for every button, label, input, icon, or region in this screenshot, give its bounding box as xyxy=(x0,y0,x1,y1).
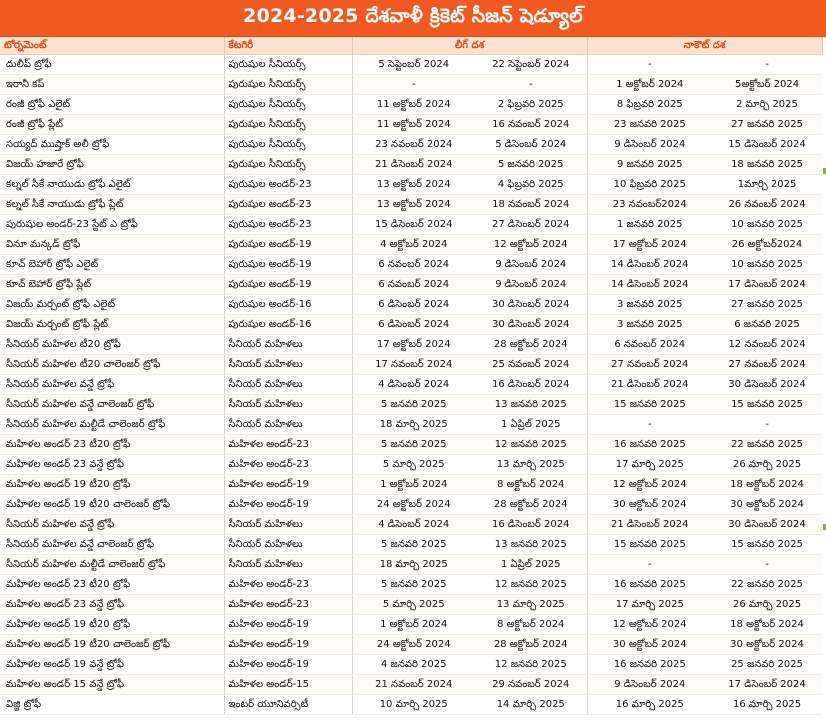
cell-knockout-start: 16 జనవరి 2025 xyxy=(587,435,712,455)
cell-knockout-end: 18 అక్టోబర్ 2024 xyxy=(712,615,822,635)
table-row xyxy=(0,575,822,595)
table-row xyxy=(0,255,822,275)
cell-league-end: 14 మార్చి 2025 xyxy=(475,695,587,715)
cell-category: మహిళల అండర్-23 xyxy=(224,575,352,595)
cell-league-end: 5 జనవరి 2025 xyxy=(475,155,587,175)
cell-category: సీనియర్ మహిళలు xyxy=(224,555,352,575)
cell-league-start: 5 మార్చి 2025 xyxy=(352,595,475,615)
cell-league-start: 17 అక్టోబర్ 2024 xyxy=(352,335,475,355)
cell-league-end: 16 నవంబర్ 2024 xyxy=(475,115,587,135)
cell-tournament: దులీప్ ట్రోఫీ xyxy=(0,55,224,75)
cell-knockout-end: 25 జనవరి 2025 xyxy=(712,655,822,675)
cell-tournament: కల్నల్ సీకే నాయుడు ట్రోఫీ ఎలైట్ xyxy=(0,175,224,195)
cell-knockout-end: 27 జనవరి 2025 xyxy=(712,115,822,135)
table-row xyxy=(0,455,822,475)
cell-category: పురుషుల అండర్-23 xyxy=(224,195,352,215)
table-row xyxy=(0,635,822,655)
table-row xyxy=(0,115,822,135)
cell-category: మహిళల అండర్-19 xyxy=(224,495,352,515)
cell-tournament: సీనియర్ మహిళల వన్డే చాలెంజర్ ట్రోఫీ xyxy=(0,535,224,555)
cell-league-start: 6 డిసెంబర్ 2024 xyxy=(352,295,475,315)
cell-category: మహిళల అండర్-23 xyxy=(224,435,352,455)
cell-knockout-start: 17 మార్చి 2025 xyxy=(587,455,712,475)
cell-league-end: 5 డిసెంబర్ 2024 xyxy=(475,135,587,155)
cell-knockout-start: 9 డిసెంబర్ 2024 xyxy=(587,135,712,155)
cell-league-start: 6 డిసెంబర్ 2024 xyxy=(352,315,475,335)
cell-league-start: 24 అక్టోబర్ 2024 xyxy=(352,495,475,515)
header-category: కేటగిరీ xyxy=(224,37,352,55)
cell-knockout-start: 8 ఫిబ్రవరి 2025 xyxy=(587,95,712,115)
cell-knockout-start: 3 జనవరి 2025 xyxy=(587,315,712,335)
cell-tournament: సీనియర్ మహిళల టీ20 ట్రోఫీ xyxy=(0,335,224,355)
table-row xyxy=(0,75,822,95)
cell-tournament: మహిళల అండర్ 19 టీ20 చాలెంజర్ ట్రోఫీ xyxy=(0,495,224,515)
cell-knockout-end: 16 మార్చి 2025 xyxy=(712,695,822,715)
page-title: 2024-2025 దేశవాళీ క్రికెట్ సీజన్ షెడ్యూల్ xyxy=(0,0,826,37)
cell-tournament: కూచ్ బెహార్ ట్రోఫీ ఎలైట్ xyxy=(0,255,224,275)
cell-knockout-end: 22 జనవరి 2025 xyxy=(712,435,822,455)
cell-knockout-end: 1మార్చి 2025 xyxy=(712,175,822,195)
table-row xyxy=(0,195,822,215)
cell-knockout-end: 10 జనవరి 2025 xyxy=(712,255,822,275)
cell-league-start: 4 జనవరి 2025 xyxy=(352,655,475,675)
cell-knockout-end: 12 నవంబర్ 2024 xyxy=(712,335,822,355)
cell-category: పురుషుల సీనియర్స్ xyxy=(224,155,352,175)
cell-tournament: మహిళల అండర్ 23 టీ20 ట్రోఫీ xyxy=(0,435,224,455)
cell-knockout-end: 10 జనవరి 2025 xyxy=(712,215,822,235)
cell-league-start: 5 జనవరి 2025 xyxy=(352,435,475,455)
cell-tournament: పురుషుల అండర్-23 స్టేట్ ఎ ట్రోఫీ xyxy=(0,215,224,235)
cell-tournament: మహిళల అండర్ 19 టీ20 చాలెంజర్ ట్రోఫీ xyxy=(0,635,224,655)
cell-knockout-start: 16 మార్చి 2025 xyxy=(587,695,712,715)
cell-league-end: 16 డిసెంబర్ 2024 xyxy=(475,515,587,535)
cell-league-start: 5 జనవరి 2025 xyxy=(352,575,475,595)
cell-category: మహిళల అండర్-19 xyxy=(224,655,352,675)
cell-knockout-start: 21 డిసెంబర్ 2024 xyxy=(587,515,712,535)
cell-league-end: 4 ఫిబ్రవరి 2025 xyxy=(475,175,587,195)
cell-category: మహిళల అండర్-15 xyxy=(224,675,352,695)
table-row xyxy=(0,615,822,635)
table-row xyxy=(0,535,822,555)
table-row xyxy=(0,135,822,155)
table-row xyxy=(0,275,822,295)
cell-league-start: 21 నవంబర్ 2024 xyxy=(352,675,475,695)
cell-category: సీనియర్ మహిళలు xyxy=(224,415,352,435)
cell-knockout-end: 6 జనవరి 2025 xyxy=(712,315,822,335)
cell-knockout-end: 30 అక్టోబర్ 2024 xyxy=(712,635,822,655)
cell-knockout-start: 23 జనవరి 2025 xyxy=(587,115,712,135)
table-row xyxy=(0,355,822,375)
cell-category: సీనియర్ మహిళలు xyxy=(224,515,352,535)
cell-knockout-start: 1 అక్టోబర్ 2024 xyxy=(587,75,712,95)
cell-tournament: విజయ్ మర్చంట్ ట్రోఫీ ఎలైట్ xyxy=(0,295,224,315)
cell-category: పురుషుల సీనియర్స్ xyxy=(224,135,352,155)
cell-category: ఇంటర్ యూనివర్సిటీ xyxy=(224,695,352,715)
cell-knockout-start: 14 డిసెంబర్ 2024 xyxy=(587,275,712,295)
cell-knockout-end: 27 జనవరి 2025 xyxy=(712,295,822,315)
cell-league-start: 21 డిసెంబర్ 2024 xyxy=(352,155,475,175)
cell-category: మహిళల అండర్-23 xyxy=(224,595,352,615)
table-row xyxy=(0,235,822,255)
cell-knockout-start: 15 జనవరి 2025 xyxy=(587,395,712,415)
cell-category: సీనియర్ మహిళలు xyxy=(224,335,352,355)
cell-league-end: 13 మార్చి 2025 xyxy=(475,595,587,615)
cell-category: పురుషుల అండర్-23 xyxy=(224,215,352,235)
cell-knockout-start: 23 నవంబర్2024 xyxy=(587,195,712,215)
cell-league-end: 25 నవంబర్ 2024 xyxy=(475,355,587,375)
cell-league-start: 4 డిసెంబర్ 2024 xyxy=(352,515,475,535)
cell-category: మహిళల అండర్-19 xyxy=(224,615,352,635)
table-row xyxy=(0,555,822,575)
header-knockout: నాకౌట్ దశ xyxy=(587,37,822,55)
cell-category: పురుషుల సీనియర్స్ xyxy=(224,75,352,95)
table-row xyxy=(0,515,822,535)
cell-knockout-end: 26 మార్చి 2025 xyxy=(712,595,822,615)
cell-league-start: 6 నవంబర్ 2024 xyxy=(352,275,475,295)
cell-league-start: 5 జనవరి 2025 xyxy=(352,535,475,555)
cell-tournament: విజయ్ హజారే ట్రోఫీ xyxy=(0,155,224,175)
cell-league-end: 1 ఏప్రిల్ 2025 xyxy=(475,555,587,575)
cell-tournament: సయ్యద్ ముష్తాక్ అలీ ట్రోఫీ xyxy=(0,135,224,155)
cell-category: మహిళల అండర్-19 xyxy=(224,635,352,655)
cell-league-start: 13 అక్టోబర్ 2024 xyxy=(352,195,475,215)
table-row xyxy=(0,475,822,495)
cell-league-start: 6 నవంబర్ 2024 xyxy=(352,255,475,275)
cell-tournament: సీనియర్ మహిళల మల్టీడే చాలెంజర్ ట్రోఫీ xyxy=(0,555,224,575)
cell-league-end: 28 అక్టోబర్ 2024 xyxy=(475,495,587,515)
table-row xyxy=(0,415,822,435)
cell-category: మహిళల అండర్-19 xyxy=(224,475,352,495)
cell-knockout-end: 15 డిసెంబర్ 2024 xyxy=(712,135,822,155)
cell-tournament: మహిళల అండర్ 23 వన్డే ట్రోఫీ xyxy=(0,595,224,615)
table-row xyxy=(0,215,822,235)
table-row xyxy=(0,495,822,515)
table-row xyxy=(0,695,822,715)
cell-tournament: సీనియర్ మహిళల మల్టీడే చాలెంజర్ ట్రోఫీ xyxy=(0,415,224,435)
schedule-table xyxy=(0,37,823,715)
table-row xyxy=(0,375,822,395)
cell-knockout-end: 27 నవంబర్ 2024 xyxy=(712,355,822,375)
cell-knockout-end: 26 నవంబర్ 2024 xyxy=(712,195,822,215)
cell-knockout-end: - xyxy=(712,555,822,575)
cell-league-end: 12 అక్టోబర్ 2024 xyxy=(475,235,587,255)
cell-league-end: - xyxy=(475,75,587,95)
cell-league-start: 24 అక్టోబర్ 2024 xyxy=(352,635,475,655)
cell-league-end: 30 డిసెంబర్ 2024 xyxy=(475,315,587,335)
cell-league-end: 29 నవంబర్ 2024 xyxy=(475,675,587,695)
cell-knockout-start: 12 అక్టోబర్ 2024 xyxy=(587,615,712,635)
cell-tournament: సీనియర్ మహిళల వన్డే ట్రోఫీ xyxy=(0,375,224,395)
cell-tournament: మహిళల అండర్ 15 వన్డే ట్రోఫీ xyxy=(0,675,224,695)
cell-knockout-start: 17 మార్చి 2025 xyxy=(587,595,712,615)
cell-knockout-start: - xyxy=(587,55,712,75)
cell-knockout-end: 26 మార్చి 2025 xyxy=(712,455,822,475)
cell-knockout-start: 27 నవంబర్ 2024 xyxy=(587,355,712,375)
cell-knockout-end: 30 డిసెంబర్ 2024 xyxy=(712,515,822,535)
cell-knockout-start: 12 అక్టోబర్ 2024 xyxy=(587,475,712,495)
cell-knockout-end: 30 అక్టోబర్ 2024 xyxy=(712,495,822,515)
cell-knockout-end: 5అక్టోబర్ 2024 xyxy=(712,75,822,95)
cell-knockout-start: 30 అక్టోబర్ 2024 xyxy=(587,635,712,655)
table-row xyxy=(0,435,822,455)
cell-knockout-start: 17 అక్టోబర్ 2024 xyxy=(587,235,712,255)
cell-knockout-start: 15 జనవరి 2025 xyxy=(587,535,712,555)
cell-league-end: 13 జనవరి 2025 xyxy=(475,535,587,555)
table-row xyxy=(0,335,822,355)
cell-league-start: 5 సెప్టెంబర్ 2024 xyxy=(352,55,475,75)
cell-league-end: 12 జనవరి 2025 xyxy=(475,575,587,595)
cell-tournament: సీనియర్ మహిళల వన్డే చాలెంజర్ ట్రోఫీ xyxy=(0,395,224,415)
cell-league-end: 12 జనవరి 2025 xyxy=(475,655,587,675)
cell-knockout-start: - xyxy=(587,415,712,435)
cell-category: సీనియర్ మహిళలు xyxy=(224,355,352,375)
cell-category: పురుషుల అండర్-23 xyxy=(224,175,352,195)
table-row xyxy=(0,655,822,675)
cell-category: పురుషుల అండర్-16 xyxy=(224,295,352,315)
cell-league-end: 9 డిసెంబర్ 2024 xyxy=(475,255,587,275)
cell-knockout-end: - xyxy=(712,415,822,435)
cell-tournament: సీనియర్ మహిళల వన్డే ట్రోఫీ xyxy=(0,515,224,535)
cell-league-end: 8 అక్టోబర్ 2024 xyxy=(475,615,587,635)
cell-category: పురుషుల అండర్-19 xyxy=(224,275,352,295)
cell-knockout-end: 18 అక్టోబర్ 2024 xyxy=(712,475,822,495)
cell-knockout-end: 22 జనవరి 2025 xyxy=(712,575,822,595)
cell-league-start: 18 మార్చి 2025 xyxy=(352,415,475,435)
table-header-row xyxy=(0,37,822,55)
cell-knockout-end: - xyxy=(712,55,822,75)
table-row xyxy=(0,155,822,175)
cell-category: పురుషుల సీనియర్స్ xyxy=(224,115,352,135)
cell-league-start: 11 అక్టోబర్ 2024 xyxy=(352,95,475,115)
cell-knockout-end: 30 డిసెంబర్ 2024 xyxy=(712,375,822,395)
cell-tournament: మహిళల అండర్ 19 టీ20 ట్రోఫీ xyxy=(0,615,224,635)
cell-league-end: 2 ఫిబ్రవరి 2025 xyxy=(475,95,587,115)
cell-knockout-start: 9 డిసెంబర్ 2024 xyxy=(587,675,712,695)
table-row xyxy=(0,95,822,115)
cell-league-start: 18 మార్చి 2025 xyxy=(352,555,475,575)
cell-knockout-start: 30 అక్టోబర్ 2024 xyxy=(587,495,712,515)
cell-league-end: 9 డిసెంబర్ 2024 xyxy=(475,275,587,295)
cell-category: పురుషుల అండర్-16 xyxy=(224,315,352,335)
cell-league-end: 13 జనవరి 2025 xyxy=(475,395,587,415)
cell-league-start: 10 మార్చి 2025 xyxy=(352,695,475,715)
cell-league-end: 16 డిసెంబర్ 2024 xyxy=(475,375,587,395)
cell-knockout-end: 26 అక్టోబర్2024 xyxy=(712,235,822,255)
cell-league-start: 5 జనవరి 2025 xyxy=(352,395,475,415)
cell-tournament: రంజీ ట్రోఫీ ఎలైట్ xyxy=(0,95,224,115)
cell-knockout-start: 21 డిసెంబర్ 2024 xyxy=(587,375,712,395)
cell-knockout-start: 3 జనవరి 2025 xyxy=(587,295,712,315)
table-row xyxy=(0,175,822,195)
cell-tournament: రంజీ ట్రోఫీ ప్లేట్ xyxy=(0,115,224,135)
cell-knockout-end: 18 జనవరి 2025 xyxy=(712,155,822,175)
cell-category: సీనియర్ మహిళలు xyxy=(224,535,352,555)
cell-category: సీనియర్ మహిళలు xyxy=(224,375,352,395)
cell-tournament: ఇరానీ కప్ xyxy=(0,75,224,95)
cell-league-end: 18 నవంబర్ 2024 xyxy=(475,195,587,215)
cell-knockout-start: 16 జనవరి 2025 xyxy=(587,575,712,595)
cell-league-start: 4 డిసెంబర్ 2024 xyxy=(352,375,475,395)
cell-league-end: 1 ఏప్రిల్ 2025 xyxy=(475,415,587,435)
cell-tournament: మహిళల అండర్ 19 టీ20 ట్రోఫీ xyxy=(0,475,224,495)
header-league: లీగ్ దశ xyxy=(352,37,587,55)
cell-knockout-start: 10 ఫిబ్రవరి 2025 xyxy=(587,175,712,195)
cell-league-start: 4 అక్టోబర్ 2024 xyxy=(352,235,475,255)
cell-league-end: 30 డిసెంబర్ 2024 xyxy=(475,295,587,315)
cell-league-end: 13 మార్చి 2025 xyxy=(475,455,587,475)
cell-category: మహిళల అండర్-23 xyxy=(224,455,352,475)
cell-league-start: - xyxy=(352,75,475,95)
cell-league-start: 11 అక్టోబర్ 2024 xyxy=(352,115,475,135)
table-row xyxy=(0,55,822,75)
cell-knockout-start: 16 జనవరి 2025 xyxy=(587,655,712,675)
cell-league-start: 23 నవంబర్ 2024 xyxy=(352,135,475,155)
cell-tournament: మహిళల అండర్ 19 వన్డే ట్రోఫీ xyxy=(0,655,224,675)
table-row xyxy=(0,315,822,335)
table-row xyxy=(0,595,822,615)
cell-knockout-start: 6 నవంబర్ 2024 xyxy=(587,335,712,355)
table-row xyxy=(0,675,822,695)
header-tournament: టోర్నమెంట్ xyxy=(0,37,224,55)
cell-league-start: 1 అక్టోబర్ 2024 xyxy=(352,475,475,495)
cell-knockout-end: 15 జనవరి 2025 xyxy=(712,395,822,415)
cell-league-end: 12 జనవరి 2025 xyxy=(475,435,587,455)
cell-tournament: విజయ్ మర్చంట్ ట్రోఫీ ప్లేట్ xyxy=(0,315,224,335)
cell-category: పురుషుల సీనియర్స్ xyxy=(224,55,352,75)
cell-knockout-end: 17 డిసెంబర్ 2024 xyxy=(712,275,822,295)
cell-category: పురుషుల అండర్-19 xyxy=(224,255,352,275)
table-row xyxy=(0,295,822,315)
cell-tournament: సీనియర్ మహిళల టీ20 చాలెంజర్ ట్రోఫీ xyxy=(0,355,224,375)
cell-category: సీనియర్ మహిళలు xyxy=(224,395,352,415)
table-body xyxy=(0,55,822,715)
cell-knockout-end: 2 మార్చి 2025 xyxy=(712,95,822,115)
cell-tournament: వినూ మన్కడ్ ట్రోఫీ xyxy=(0,235,224,255)
cell-tournament: మహిళల అండర్ 23 టీ20 ట్రోఫీ xyxy=(0,575,224,595)
cell-league-start: 17 నవంబర్ 2024 xyxy=(352,355,475,375)
cell-category: పురుషుల అండర్-19 xyxy=(224,235,352,255)
cell-league-start: 1 అక్టోబర్ 2024 xyxy=(352,615,475,635)
cell-league-start: 13 అక్టోబర్ 2024 xyxy=(352,175,475,195)
cell-league-end: 28 అక్టోబర్ 2024 xyxy=(475,635,587,655)
cell-tournament: మహిళల అండర్ 23 వన్డే ట్రోఫీ xyxy=(0,455,224,475)
cell-knockout-end: 15 జనవరి 2025 xyxy=(712,535,822,555)
cell-knockout-start: - xyxy=(587,555,712,575)
cell-tournament: కూచ్ బెహార్ ట్రోఫీ ప్లేట్ xyxy=(0,275,224,295)
cell-category: పురుషుల సీనియర్స్ xyxy=(224,95,352,115)
cell-league-end: 22 సెప్టెంబర్ 2024 xyxy=(475,55,587,75)
cell-tournament: కల్నల్ సీకే నాయుడు ట్రోఫీ ప్లేట్ xyxy=(0,195,224,215)
cell-knockout-end: 17 డిసెంబర్ 2024 xyxy=(712,675,822,695)
cell-league-end: 8 అక్టోబర్ 2024 xyxy=(475,475,587,495)
cell-knockout-start: 1 జనవరి 2025 xyxy=(587,215,712,235)
table-row xyxy=(0,395,822,415)
cell-knockout-start: 14 డిసెంబర్ 2024 xyxy=(587,255,712,275)
cell-league-start: 15 డిసెంబర్ 2024 xyxy=(352,215,475,235)
cell-league-start: 5 మార్చి 2025 xyxy=(352,455,475,475)
cell-league-end: 28 అక్టోబర్ 2024 xyxy=(475,335,587,355)
cell-tournament: విజ్జి ట్రోఫీ xyxy=(0,695,224,715)
cell-league-end: 27 డిసెంబర్ 2024 xyxy=(475,215,587,235)
cell-knockout-start: 9 జనవరి 2025 xyxy=(587,155,712,175)
